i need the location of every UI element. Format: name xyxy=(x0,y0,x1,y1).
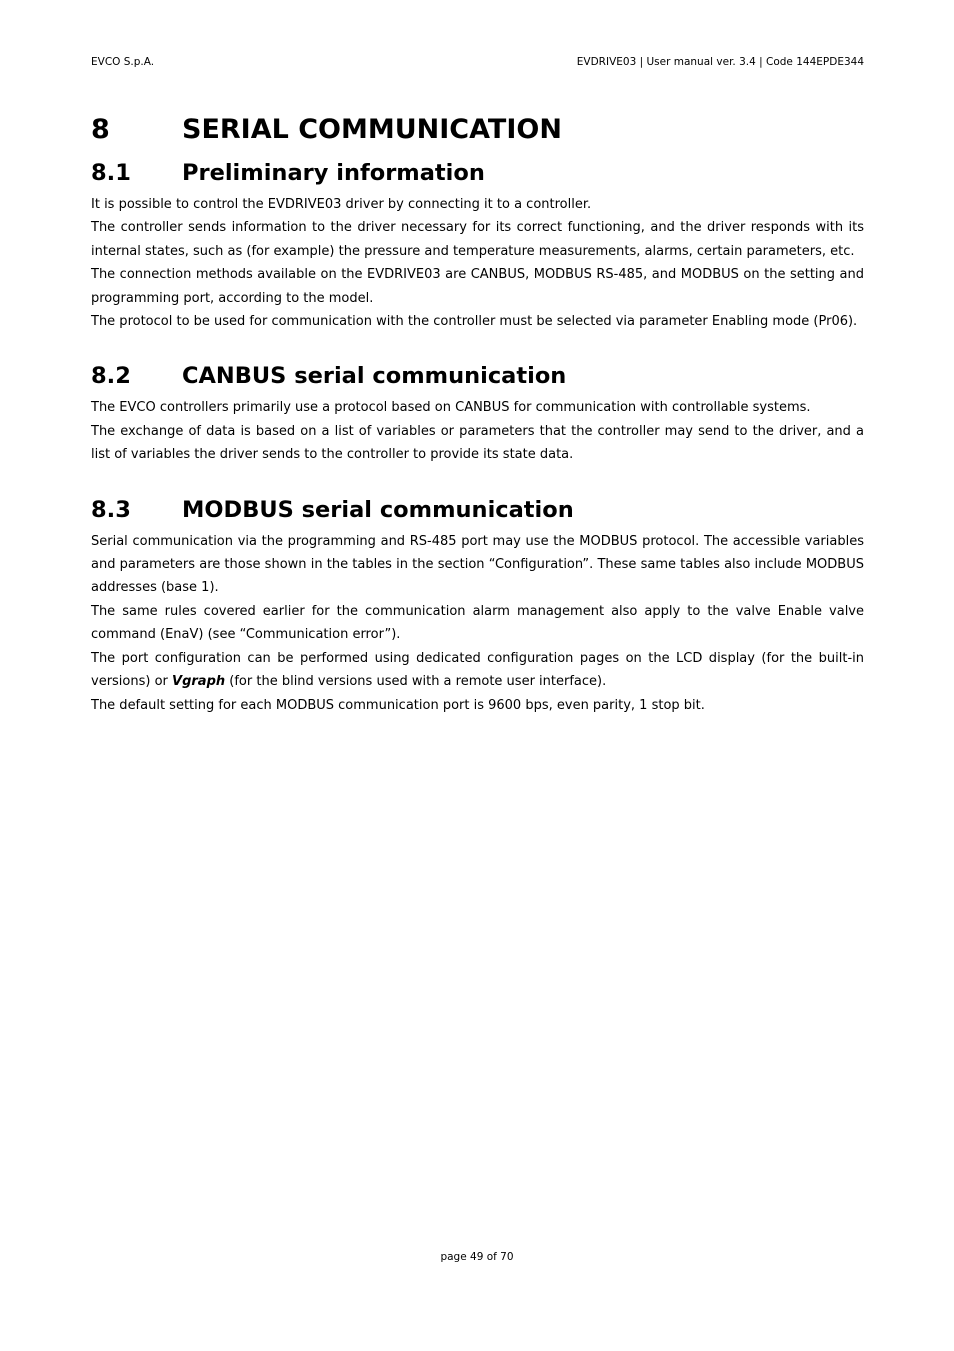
section-body xyxy=(91,530,864,717)
paragraph: It is possible to control the EVDRIVE03 driver by connecting it to a controller. xyxy=(91,197,592,212)
section-body xyxy=(91,193,864,333)
section-modbus-serial-communication xyxy=(91,493,864,717)
section-title: Preliminary information xyxy=(182,160,485,186)
page-number: page 49 of 70 xyxy=(440,1251,514,1263)
paragraph: The EVCO controllers primarily use a protocol based on CANBUS for communication with controllable systems. xyxy=(91,400,811,416)
header-company: EVCO S.p.A. xyxy=(91,56,155,68)
paragraph: The same rules covered earlier for the communication alarm management also apply to the valve Enable valve command (EnaV) (see “Communication error”). xyxy=(91,603,864,643)
section-number: 8.2 xyxy=(91,363,131,390)
page-content xyxy=(91,110,864,717)
chapter-title: SERIAL COMMUNICATION xyxy=(182,114,562,145)
paragraph-text: (for the blind versions used with a remote user interface). xyxy=(225,674,607,690)
section-title: CANBUS serial communication xyxy=(182,363,567,390)
section-heading xyxy=(91,359,864,393)
paragraph: The protocol to be used for communication with the controller must be selected via parameter Enabling mode (Pr06). xyxy=(91,314,858,330)
paragraph: The exchange of data is based on a list of variables or parameters that the controller may send to the driver, and a list of variables the driver sends to the controller to provide its state data. xyxy=(91,423,864,463)
chapter-heading xyxy=(91,110,864,150)
section-title: MODBUS serial communication xyxy=(182,496,574,523)
section-number: 8.3 xyxy=(91,496,131,523)
header-document-info: EVDRIVE03 | User manual ver. 3.4 | Code 144EPDE344 xyxy=(576,56,864,68)
paragraph-vgraph xyxy=(91,647,864,694)
paragraph-text: The port configuration can be performed using dedicated configuration pages on the LCD display (for the built-in versions) or xyxy=(91,650,864,690)
section-heading xyxy=(91,493,864,527)
paragraph: The default setting for each MODBUS communication port is 9600 bps, even parity, 1 stop bit. xyxy=(91,697,705,713)
section-body xyxy=(91,396,864,466)
section-number: 8.1 xyxy=(91,160,131,186)
section-heading xyxy=(91,156,864,190)
paragraph: The controller sends information to the driver necessary for its correct functioning, and the driver responds with its internal states, such as (for example) the pressure and temperature measurements, alarms, certain parameters, etc. xyxy=(91,220,864,259)
paragraph: The connection methods available on the EVDRIVE03 are CANBUS, MODBUS RS-485, and MODBUS on the setting and programming port, according to the model. xyxy=(91,267,864,306)
section-preliminary-information xyxy=(91,156,864,333)
section-canbus-serial-communication xyxy=(91,359,864,466)
chapter-number: 8 xyxy=(91,114,110,145)
vgraph-emphasis: Vgraph xyxy=(172,674,226,690)
paragraph: Serial communication via the programming and RS-485 port may use the MODBUS protocol. The accessible variables and parameters are those shown in the tables in the section “Configuration”. These same tables also include MODBUS addresses (base 1). xyxy=(91,533,864,596)
